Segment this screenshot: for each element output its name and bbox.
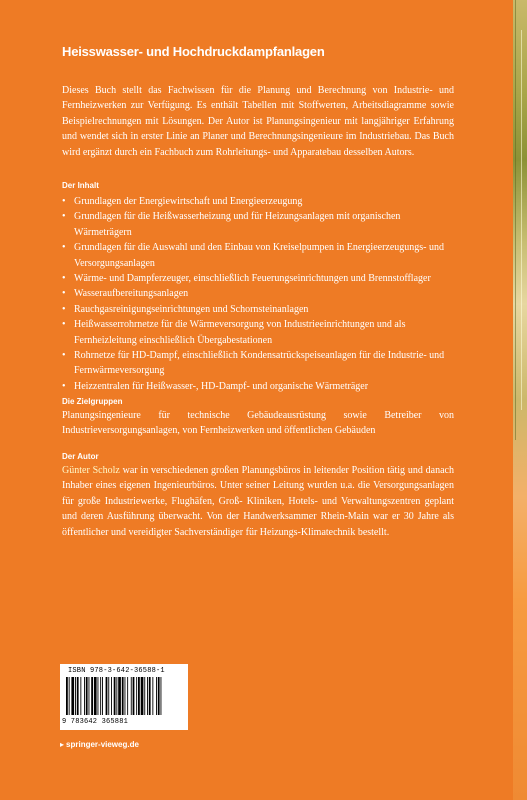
list-item: • Heißwasserrohrnetze für die Wärmeversorgung von Industrieeinrichtungen und als Fernheizleitung einschließlich Übergabestationen bbox=[62, 317, 454, 348]
list-item: • Wärme- und Dampferzeuger, einschließlich Feuerungseinrichtungen und Brennstofflager bbox=[62, 271, 454, 286]
contents-list bbox=[62, 194, 454, 394]
isbn-barcode bbox=[60, 664, 188, 730]
list-item: • Wasseraufbereitungsanlagen bbox=[62, 286, 454, 301]
contents-heading: Der Inhalt bbox=[62, 181, 99, 190]
list-item: • Rohrnetze für HD-Dampf, einschließlich Kondensatrückspeiseanlagen für die Industrie- und Fernwärmeversorgung bbox=[62, 348, 454, 379]
list-item: • Grundlagen für die Heißwasserheizung und für Heizungsanlagen mit organischen Wärmeträgern bbox=[62, 209, 454, 240]
author-name: Günter Scholz bbox=[62, 465, 120, 476]
isbn-label: ISBN 978-3-642-36588-1 bbox=[68, 667, 165, 675]
website-url: springer-vieweg.de bbox=[66, 740, 139, 749]
list-item: • Grundlagen für die Auswahl und den Einbau von Kreiselpumpen in Energieerzeugungs- und Versorgungsanlagen bbox=[62, 240, 454, 271]
list-item: • Rauchgasreinigungseinrichtungen und Schornsteinanlagen bbox=[62, 302, 454, 317]
audience-heading: Die Zielgruppen bbox=[62, 397, 123, 406]
barcode-bars bbox=[66, 677, 182, 715]
spine-edge-strip bbox=[513, 0, 527, 800]
author-heading: Der Autor bbox=[62, 452, 99, 461]
list-item: • Grundlagen der Energiewirtschaft und Energieerzeugung bbox=[62, 194, 454, 209]
list-item: • Heizzentralen für Heißwasser-, HD-Dampf- und organische Wärmeträger bbox=[62, 379, 454, 394]
book-title: Heisswasser- und Hochdruckdampfanlagen bbox=[62, 44, 325, 59]
intro-paragraph: Dieses Buch stellt das Fachwissen für die Planung und Berechnung von Industrie- und Fernheizwerken zur Verfügung. Es enthält Tabellen mit Stoffwerten, Arbeitsdiagramme sowie Beispielrechnungen mit Lösungen. Der Autor ist Planungsingenieur mit langjähriger Erfahrung und wendet sich in erster Linie an Planer und Berechnungsingenieure im Industriebau. Das Buch wird ergänzt durch ein Fachbuch zum Rohrleitungs- und Apparatebau desselben Autors. bbox=[62, 85, 454, 158]
arrow-right-icon: ▸ bbox=[60, 740, 65, 749]
author-bio: war in verschiedenen großen Planungsbüros in leitender Position tätig und danach Inhaber eines eigenen Ingenieurbüros. Unter seiner Leitung wurden u.a. die Versorgungsanlagen für große Industriewerke, Flughäfen, Groß- Kliniken, Hotels- und Verwaltungszentren geplant und deren Ausführung überwacht. Von der Handwerksammer Rhein-Main war er 30 Jahre als öffentlicher und vereidigter Sachverständiger für Heizungs-Klimatechnik bestellt. bbox=[62, 465, 454, 538]
barcode-digits: 9 783642 365881 bbox=[62, 718, 129, 726]
author-paragraph bbox=[62, 463, 454, 540]
publisher-website[interactable] bbox=[60, 740, 139, 749]
audience-paragraph: Planungsingenieure für technische Gebäudeausrüstung sowie Betreiber von Industrieversorgungsanlagen, von Fernheizwerken und öffentlichen Gebäuden bbox=[62, 410, 454, 437]
